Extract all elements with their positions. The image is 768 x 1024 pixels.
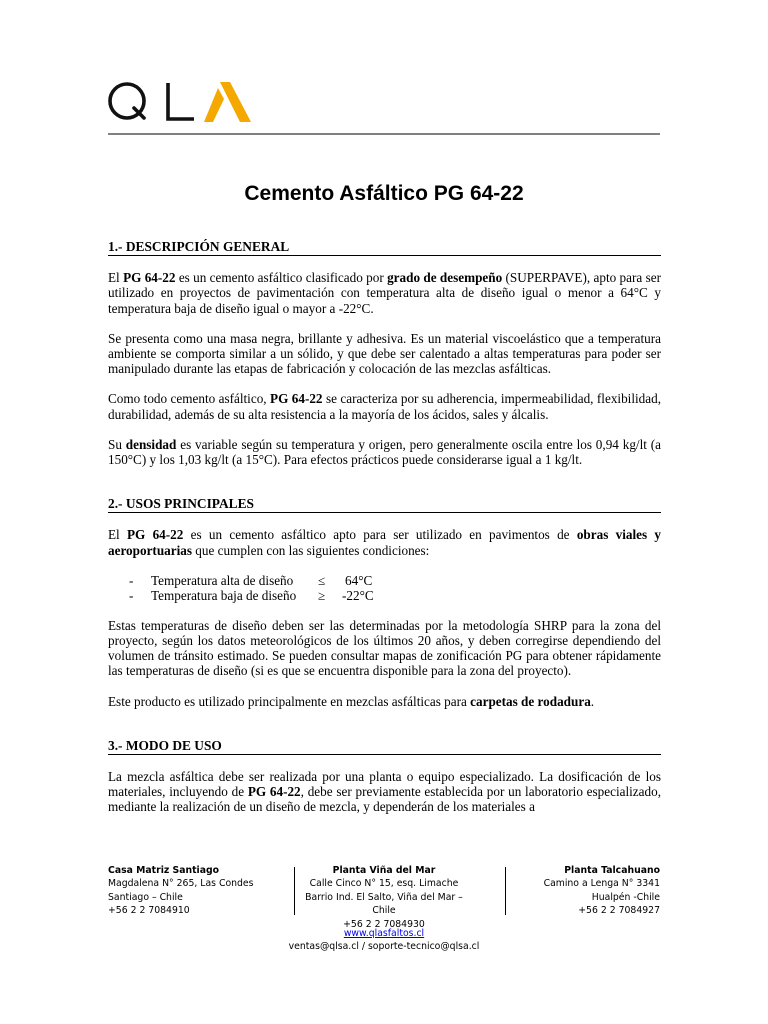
section-heading-usos: 2.- USOS PRINCIPALES bbox=[108, 496, 661, 513]
footer-talcahuano: Planta Talcahuano Camino a Lenga N° 3341 Hualpén -Chile +56 2 2 7084927 bbox=[543, 865, 660, 917]
paragraph: El PG 64-22 es un cemento asfáltico apto para ser utilizado en pavimentos de obras viales y aeroportuarias que cumplen con las siguientes condiciones: bbox=[108, 527, 661, 558]
section-heading-modo-uso: 3.- MODO DE USO bbox=[108, 738, 661, 755]
section-heading-descripcion: 1.- DESCRIPCIÓN GENERAL bbox=[108, 239, 661, 256]
temperature-list bbox=[108, 573, 661, 603]
qla-logo-icon bbox=[108, 78, 256, 124]
footer-vina: Planta Viña del Mar Calle Cinco N° 15, esq. Limache Barrio Ind. El Salto, Viña del Mar – Chile +56 2 2 7084930 bbox=[305, 865, 463, 930]
contact-emails: ventas@qlsa.cl / soporte-tecnico@qlsa.cl bbox=[288, 941, 480, 953]
footer-divider bbox=[505, 867, 506, 915]
paragraph: Este producto es utilizado principalmente en mezclas asfálticas para carpetas de rodadura. bbox=[108, 693, 595, 709]
paragraph: Su densidad es variable según su temperatura y origen, pero generalmente oscila entre los 0,94 kg/lt (a 150°C) y los 1,03 kg/lt (a 15°C). Para efectos prácticos puede considerarse igual a 1 kg/lt. bbox=[108, 436, 661, 468]
paragraph: Estas temperaturas de diseño deben ser las determinadas por la metodología SHRP para la zona del proyecto, según los datos meteorológicos de los últimos 20 años, y deben corregirse dependiendo del volumen de tránsito estimado. Se pueden consultar mapas de zonificación PG para obtener rápidamente las temperaturas de diseño (si es que se encuentra disponible para la zona del proyecto). bbox=[108, 617, 661, 679]
footer-santiago: Casa Matriz Santiago Magdalena N° 265, Las Condes Santiago – Chile +56 2 2 7084910 bbox=[108, 865, 254, 917]
paragraph: Se presenta como una masa negra, brillante y adhesiva. Es un material viscoelástico que a temperatura ambiente se comporta similar a un sólido, y que debe ser calentado a altas temperaturas para poder ser manipulado durante las etapas de fabricación y colocación de las mezclas asfálticas. bbox=[108, 330, 661, 377]
footer-addresses bbox=[108, 864, 660, 930]
list-item: - Temperatura baja de diseño ≥ -22°C bbox=[129, 587, 374, 603]
company-logo bbox=[108, 78, 256, 124]
paragraph: El PG 64-22 es un cemento asfáltico clasificado por grado de desempeño (SUPERPAVE), apto para ser utilizado en proyectos de pavimentación con temperatura alta de diseño igual o menor a 64°C y temperatura baja de diseño igual o mayor a -22°C. bbox=[108, 270, 661, 316]
footer-contact bbox=[0, 927, 768, 954]
list-item: - Temperatura alta de diseño ≤ 64°C bbox=[129, 572, 373, 588]
website-link[interactable]: www.qlasfaltos.cl bbox=[343, 928, 425, 939]
footer-divider bbox=[294, 867, 295, 915]
header-divider bbox=[108, 133, 660, 135]
document-body bbox=[108, 239, 661, 830]
paragraph: Como todo cemento asfáltico, PG 64-22 se caracteriza por su adherencia, impermeabilidad, flexibilidad, durabilidad, además de su alta resistencia a la mayoría de los ácidos, sales y álcalis. bbox=[108, 391, 661, 422]
document-title: Cemento Asfáltico PG 64-22 bbox=[244, 182, 524, 205]
paragraph: La mezcla asfáltica debe ser realizada por una planta o equipo especializado. La dosificación de los materiales, incluyendo de PG 64-22, debe ser previamente establecida por un laboratorio especializado, mediante la realización de un diseño de mezcla, y dependerán de los materiales a bbox=[108, 769, 661, 815]
